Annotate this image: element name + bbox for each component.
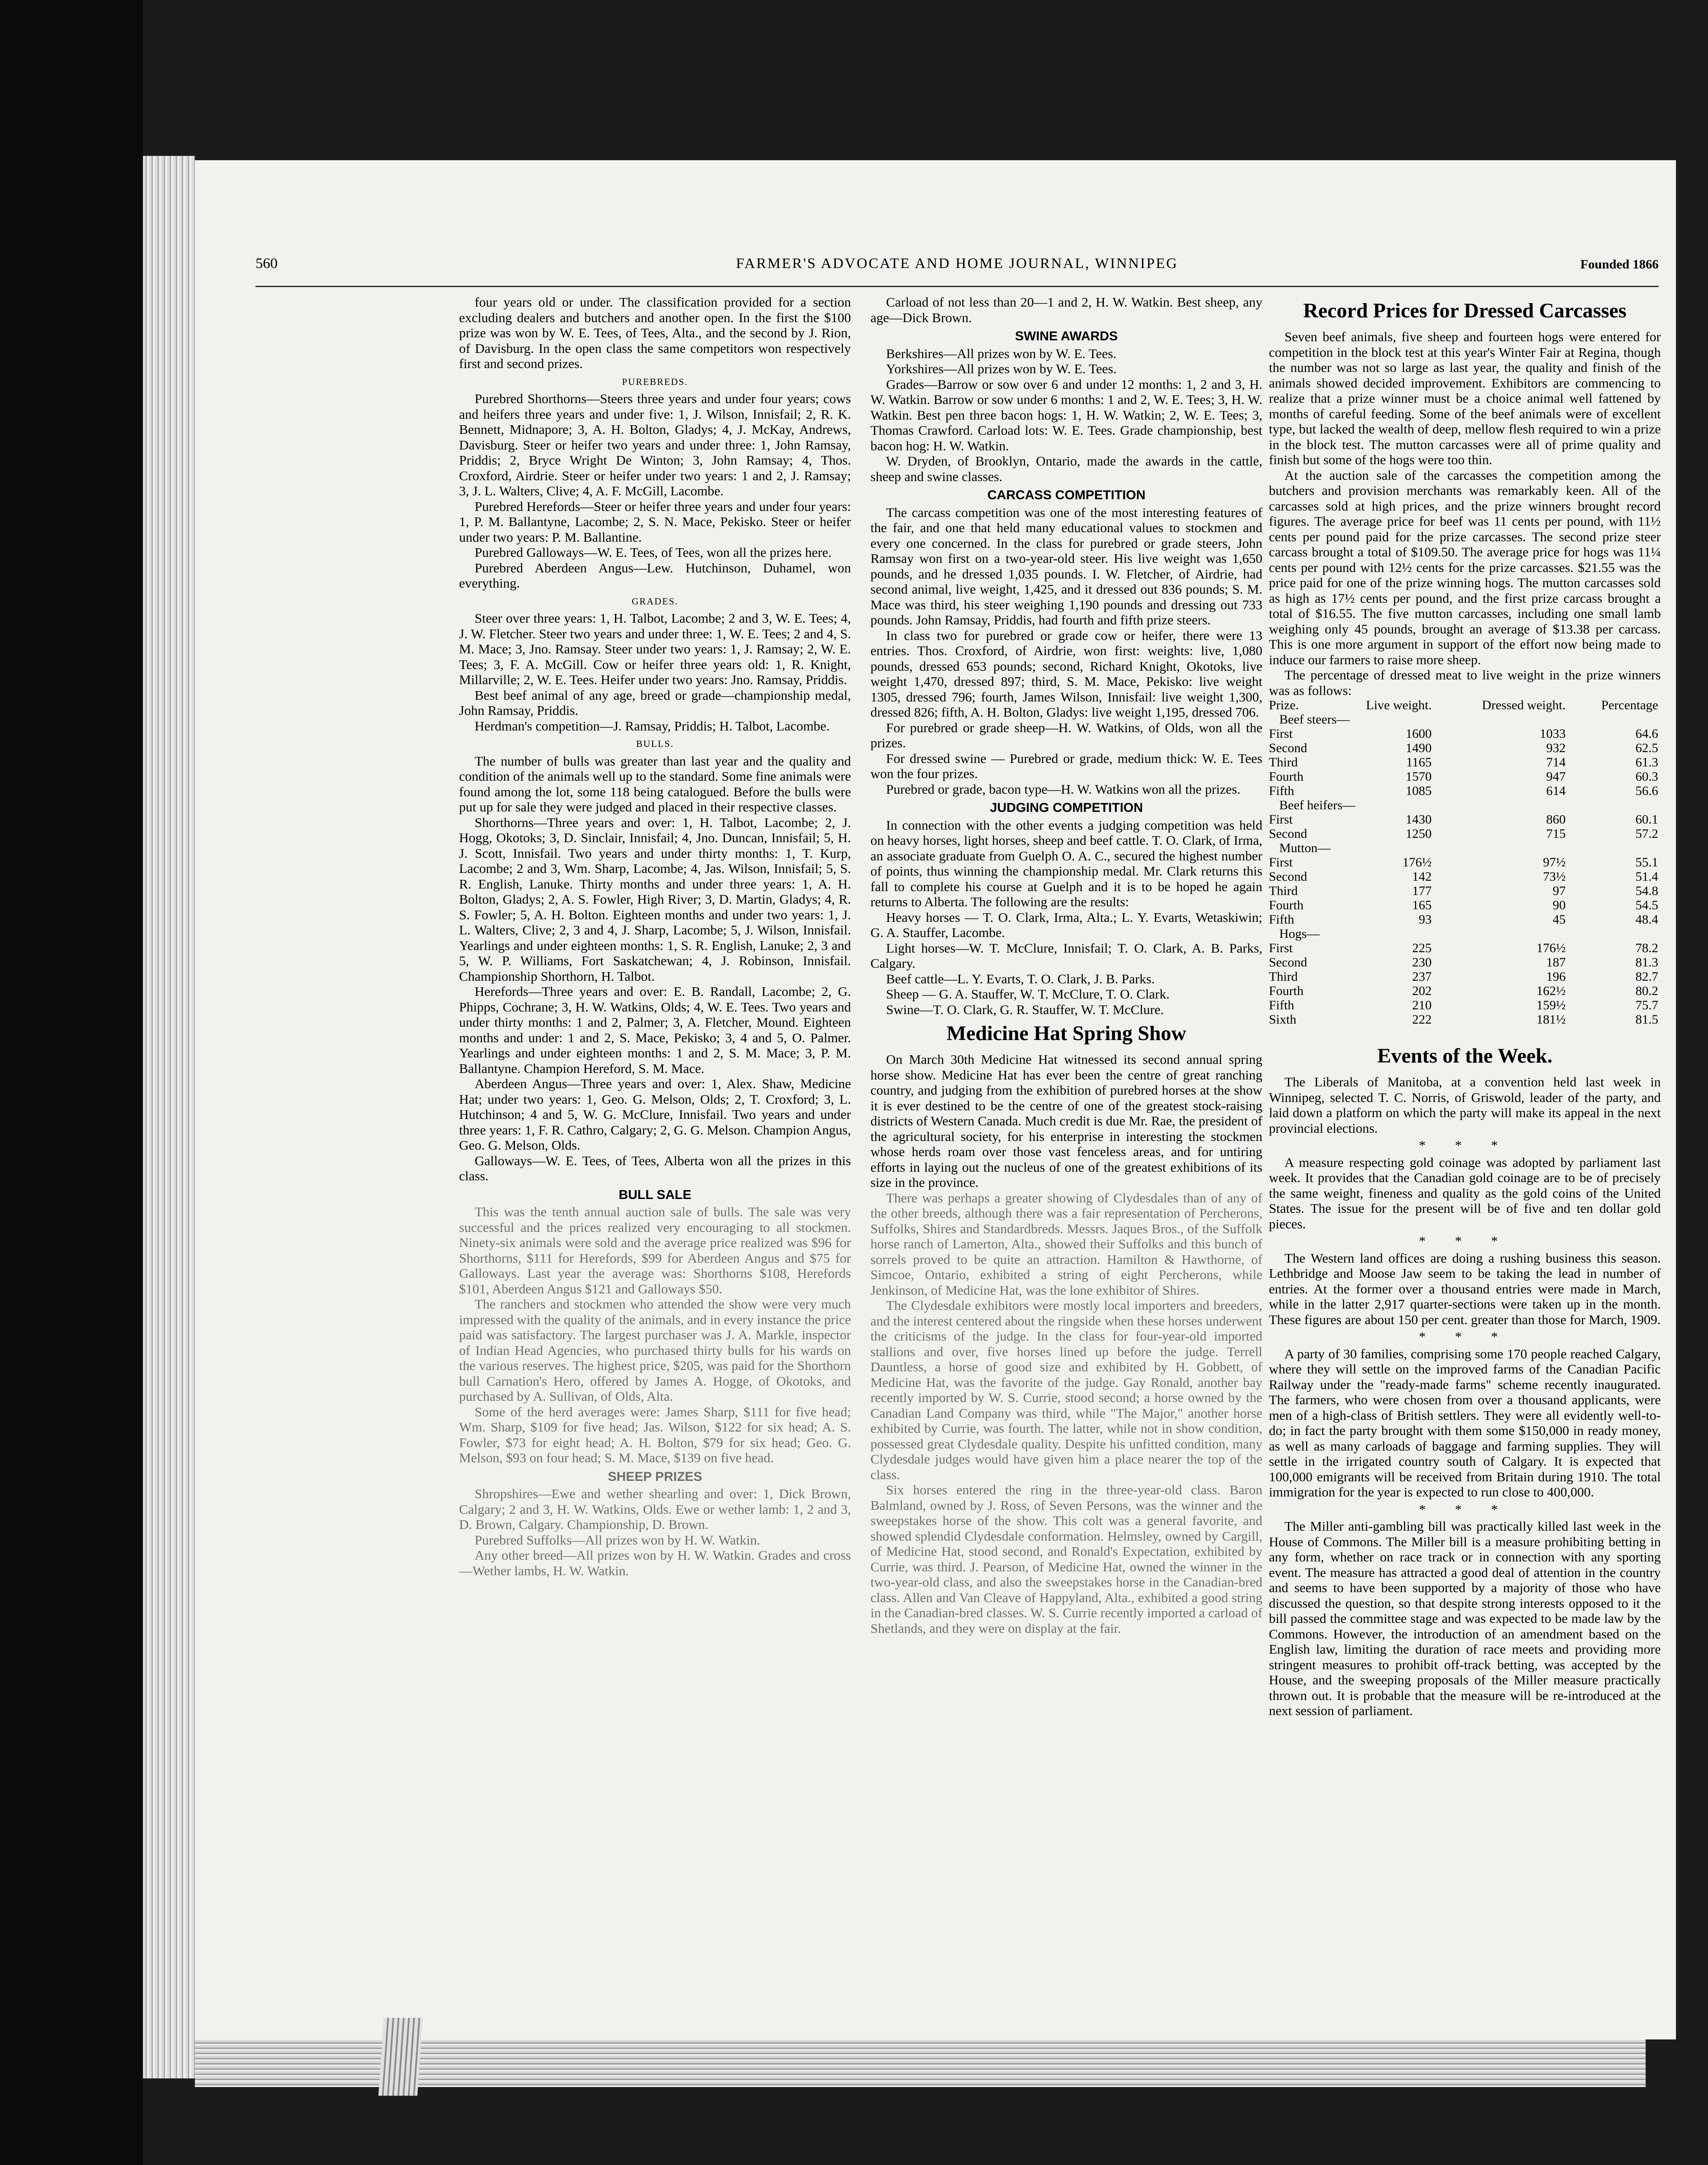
paragraph: The Liberals of Manitoba, at a convention held last week in Winnipeg, selected T. C. Norris, of Griswold, leader of the party, and laid down a platform on which the party will make its appeal in the next provincial elections.: [1269, 1074, 1661, 1136]
paragraph: At the auction sale of the carcasses the competition among the butchers and provision merchants was remarkably keen. All of the carcasses sold at high prices, and the prize winners brought record figures. The average price for beef was 11 cents per pound, with 11½ cents per pound paid for the prize carcasses. The second prize steer carcass brought a total of $109.50. The average price for hogs was 11¼ cents per pound with 12½ cents for the prize carcasses. $21.55 was the price paid for one of the prize winning hogs. The mutton carcasses sold as high as 17½ cents per pound, and the first prize carcass brought a total of $16.55. The five mutton carcasses, including one small lamb weighing only 45 pounds, brought an average of $13.38 per carcass. This is one more argument in support of the effort now being made to induce our farmers to raise more sheep.: [1269, 467, 1661, 667]
table-cell: 60.1: [1635, 812, 1658, 827]
paragraph: The percentage of dressed meat to live weight in the prize winners was as follows:: [1269, 667, 1661, 698]
table-cell: First: [1269, 727, 1293, 741]
table-row: [1269, 812, 1661, 827]
table-header-row: [1269, 698, 1661, 712]
table-cell: Second: [1269, 741, 1307, 755]
paragraph: Purebred Aberdeen Angus—Lew. Hutchinson, Duhamel, won everything.: [459, 560, 851, 591]
table-row: [1269, 827, 1661, 841]
column-2: [870, 294, 1262, 1992]
table-row: [1269, 741, 1661, 755]
paragraph: Swine—T. O. Clark, G. R. Stauffer, W. T. McClure.: [886, 1002, 1164, 1017]
table-row: [1269, 869, 1661, 884]
table-cell: 947: [1546, 769, 1566, 784]
paragraph: Galloways—W. E. Tees, of Tees, Alberta won all the prizes in this class.: [459, 1153, 851, 1183]
table-group-row: [1269, 712, 1661, 727]
table-cell: 1570: [1405, 769, 1432, 784]
table-cell: 162½: [1536, 984, 1566, 998]
table-cell: Third: [1269, 969, 1298, 984]
page-header: [256, 255, 1659, 281]
paragraph: Heavy horses — T. O. Clark, Irma, Alta.; L. Y. Evarts, Wetaskiwin; G. A. Stauffer, Lacombe.: [870, 909, 1262, 940]
table-cell: 714: [1546, 755, 1566, 769]
section-heading: CARCASS COMPETITION: [987, 488, 1145, 502]
founded-note: Founded 1866: [1580, 257, 1659, 271]
table-cell: 45: [1553, 912, 1566, 927]
table-cell: Fourth: [1269, 984, 1304, 998]
paragraph: This was the tenth annual auction sale of bulls. The sale was very successful and the prices realized very encouraging to all stockmen. Ninety-six animals were sold and the average price realized was $96 for Shorthorns, $111 for Herefords, $99 for Aberdeen Angus and $75 for Galloways. Last year the average was: Shorthorns $108, Herefords $101, Aberdeen Angus $121 and Galloways $50.: [459, 1204, 851, 1296]
table-cell: 196: [1546, 969, 1566, 984]
table-cell: 181½: [1536, 1012, 1566, 1027]
table-cell: 230: [1412, 955, 1432, 969]
section-label: GRADES.: [631, 595, 679, 607]
section-heading: SWINE AWARDS: [1015, 329, 1118, 343]
paragraph: Yorkshires—All prizes won by W. E. Tees.: [886, 361, 1117, 376]
paragraph: Seven beef animals, five sheep and fourteen hogs were entered for competition in the block test at this year's Winter Fair at Regina, though the number was not so large as last year, the quality and finish of the animals showed decided improvement. Exhibitors are commencing to realize that a prize winner must be a choice animal well fattened by months of careful feeding. Some of the beef animals were of excellent type, but lacked the wealth of deep, mellow flesh required to win a prize in the block test. The mutton carcasses were all of prime quality and finish but some of the hogs were too thin.: [1269, 329, 1661, 467]
paragraph: Shorthorns—Three years and over: 1, H. Talbot, Lacombe; 2, J. Hogg, Okotoks; 3, D. Sinclair, Innisfail; 4, Jno. Duncan, Innisfail; 5, H. J. Scott, Innisfail. Two years and under thirty months: 1, T. Kurp, Lacombe; 2 and 3, Wm. Sharp, Lacombe; 4, Jas. Wilson, Innisfail; 5, S. R. English, Lanuke. Thirty months and under three years: 1, A. H. Bolton, Gladys; 2, A. S. Fowler, High River; 3, D. Martin, Gladys; 4, R. S. Fowler; 5, A. H. Bolton. Eighteen months and under two years: 1, J. L. Walters, Clive; 2, 3 and 4, J. Sharp, Lacombe; 5, J. Wilson, Innisfail. Yearlings and under eighteen months: 1, S. R. English, Lanuke; 2, 3 and 5, W. P. Williams, Fort Saskatchewan; 4, J. Robinson, Innisfail. Championship Shorthorn, H. Talbot.: [459, 814, 851, 984]
table-cell: 81.5: [1635, 1012, 1658, 1027]
paragraph: The carcass competition was one of the most interesting features of the fair, and one that held many educational values to stockmen and every one concerned. In the class for purebred or grade steers, John Ramsay won first on a two-year-old steer. His live weight was 1,650 pounds, and he dressed 1,035 pounds. I. W. Fletcher, of Airdrie, had second animal, live weight, 1,425, and it dressed out 836 pounds; S. M. Mace was third, his steer weighing 1,190 pounds and dressing out 733 pounds. John Ramsay, Priddis, had fourth and fifth prize steers.: [870, 504, 1262, 627]
table-cell: Sixth: [1269, 1012, 1297, 1027]
article-heading: Events of the Week.: [1377, 1044, 1553, 1067]
table-cell: 55.1: [1635, 855, 1658, 869]
paragraph: For purebred or grade sheep—H. W. Watkins, of Olds, won all the prizes.: [870, 720, 1262, 750]
table-cell: 165: [1412, 898, 1432, 912]
table-cell: First: [1269, 941, 1293, 955]
column-header: Dressed weight.: [1482, 698, 1566, 712]
table-cell: 75.7: [1635, 998, 1658, 1012]
table-row: [1269, 855, 1661, 869]
paragraph: Six horses entered the ring in the three-year-old class. Baron Balmland, owned by J. Ross, of Seven Persons, was the winner and the sweepstakes horse of the show. This colt was a general favorite, and showed splendid Clydesdale conformation. Helmsley, owned by Cargill, of Medicine Hat, stood second, and Ronald's Expectation, exhibited by Currie, was third. J. Pearson, of Medicine Hat, owned the winner in the two-year-old class, and also the sweepstakes horse in the Canadian-bred class. Allen and Van Cleave of Happyland, Alta., exhibited a good string in the Canadian-bred classes. W. S. Currie recently imported a carload of Shetlands, and they were on display at the fair.: [870, 1482, 1262, 1636]
table-row: [1269, 955, 1661, 969]
paragraph: Purebred Galloways—W. E. Tees, of Tees, won all the prizes here.: [475, 545, 832, 560]
page-number: 560: [256, 255, 278, 271]
paragraph: Beef cattle—L. Y. Evarts, T. O. Clark, J. B. Parks.: [886, 971, 1155, 986]
table-row: [1269, 969, 1661, 984]
paragraph: Some of the herd averages were: James Sharp, $111 for five head; Wm. Sharp, $109 for five head; Jas. Wilson, $122 for six head; A. S. Fowler, $73 for eight head; A. H. Bolton, $79 for six head; Geo. G. Melson, $93 on four head; S. M. Mace, $139 on five head.: [459, 1404, 851, 1465]
table-row: [1269, 912, 1661, 927]
table-cell: 56.6: [1635, 784, 1658, 798]
paragraph: Steer over three years: 1, H. Talbot, Lacombe; 2 and 3, W. E. Tees; 4, J. W. Fletcher. Steer two years and under three: 1, W. E. Tees; 2 and 4, S. M. Mace; 3, Jno. Ramsay. Steer under two years: 1, J. Ramsay; 2, W. E. Tees; 3, F. A. McGill. Cow or heifer three years old: 1, R. Knight, Millarville; 2, W. E. Tees. Heifer under two years: Jno. Ramsay, Priddis.: [459, 611, 851, 687]
column-header: Prize.: [1269, 698, 1299, 712]
table-cell: 1250: [1405, 827, 1432, 841]
paragraph: On March 30th Medicine Hat witnessed its second annual spring horse show. Medicine Hat has ever been the centre of great ranching country, and judging from the exhibition of purebred horses at the show it is ever destined to be the centre of one of the greatest stock-raising districts of Western Canada. Much credit is due Mr. Rae, the president of the agricultural society, for his enterprise in interesting the stockmen whose herds roam over those vast fenceless areas, and for untiring efforts in laying out the nucleus of one of the greatest exhibitions of its size in the province.: [870, 1052, 1262, 1190]
table-cell: 1085: [1405, 784, 1432, 798]
table-cell: 54.8: [1635, 884, 1658, 898]
table-cell: Second: [1269, 955, 1307, 969]
table-row: [1269, 898, 1661, 912]
paragraph: Light horses—W. T. McClure, Innisfail; T. O. Clark, A. B. Parks, Calgary.: [870, 940, 1262, 971]
column-header: Live weight.: [1366, 698, 1432, 712]
bookmark-tab: [378, 2018, 423, 2096]
section-label: BULLS.: [636, 738, 674, 749]
paragraph: A party of 30 families, comprising some 170 people reached Calgary, where they will settle on the improved farms of the Canadian Pacific Railway under the "ready-made farms" scheme recently inaugurated. The farmers, who were chosen from over a thousand applicants, were men of a high-class of British settlers. They were all evidently well-to-do; in fact the party brought with them some $150,000 in ready money, as well as many carloads of baggage and farming supplies. They will settle in the irrigated country south of Calgary. It is expected that 100,000 emigrants will be received from Britain during 1910. The total immigration for the year is expected to run close to 400,000.: [1269, 1346, 1661, 1499]
table-cell: 614: [1546, 784, 1566, 798]
section-label: PUREBREDS.: [622, 376, 688, 387]
table-cell: 202: [1412, 984, 1432, 998]
paragraph: Shropshires—Ewe and wether shearling and over: 1, Dick Brown, Calgary; 2 and 3, H. W. Watkins, Olds. Ewe or wether lamb: 1, 2 and 3, D. Brown, Calgary. Championship, D. Brown.: [459, 1486, 851, 1532]
table-cell: Second: [1269, 827, 1307, 841]
paragraph: In connection with the other events a judging competition was held on heavy horses, light horses, sheep and beef cattle. T. O. Clark, of Irma, an associate graduate from Guelph O. A. C., secured the highest number of points, thus winning the championship medal. Mr. Clark returns this fall to complete his course at Guelph and it is to be hoped he again returns to Alberta. The following are the results:: [870, 817, 1262, 909]
table-row: [1269, 769, 1661, 784]
table-row: [1269, 984, 1661, 998]
table-cell: Third: [1269, 755, 1298, 769]
paragraph: Grades—Barrow or sow over 6 and under 12 months: 1, 2 and 3, H. W. Watkin. Barrow or sow under 6 months: 1 and 2, W. E. Tees; 3, H. W. Watkin. Best pen three bacon hogs: 1, H. W. Watkin; 2, W. E. Tees; 3, Thomas Crawford. Carload lots: W. E. Tees. Grade championship, best bacon hog: H. W. Watkin.: [870, 376, 1262, 453]
table-cell: First: [1269, 812, 1293, 827]
table-cell: 159½: [1536, 998, 1566, 1012]
table-row: [1269, 998, 1661, 1012]
column-1: [459, 294, 851, 2000]
group-label: Beef steers—: [1279, 712, 1350, 727]
group-label: Mutton—: [1279, 841, 1331, 855]
paragraph: Any other breed—All prizes won by H. W. Watkin. Grades and cross—Wether lambs, H. W. Watkin.: [459, 1548, 851, 1578]
table-cell: 51.4: [1635, 869, 1658, 884]
table-cell: 187: [1546, 955, 1566, 969]
table-cell: 715: [1546, 827, 1566, 841]
journal-title: FARMER'S ADVOCATE AND HOME JOURNAL, WINNIPEG: [736, 255, 1178, 271]
separator-stars: * * *: [1419, 1329, 1511, 1344]
paragraph: In class two for purebred or grade cow or heifer, there were 13 entries. Thos. Croxford, of Airdrie, won first: weights: live, 1,080 pounds, dressed 653 pounds; second, Richard Knight, Okotoks, live weight 1,470, dressed 897; third, S. M. Mace, Pekisko: live weight 1305, dressed 796; fourth, James Wilson, Innisfail: live weight 1,300, dressed 826; fifth, A. H. Bolton, Gladys: live weight 1,195, dressed 706.: [870, 627, 1262, 720]
column-header: Percentage: [1601, 698, 1658, 712]
table-cell: Second: [1269, 869, 1307, 884]
table-group-row: [1269, 841, 1661, 855]
paragraph: Berkshires—All prizes won by W. E. Tees.: [886, 346, 1116, 361]
table-cell: Fifth: [1269, 998, 1294, 1012]
article-heading: Record Prices for Dressed Carcasses: [1303, 299, 1627, 322]
paragraph: Herefords—Three years and over: E. B. Randall, Lacombe; 2, G. Phipps, Cochrane; 3, H. W. Watkins, Olds; 4, W. E. Tees. Two years and under thirty months: 1 and 2, Palmer; 3, A. Fletcher, Mound. Eighteen months and under: 1 and 2, S. Mace, Pekisko; 3, 4 and 5, O. Palmer. Yearlings and under eighteen months: 1 and 2, S. M. Mace; 3, P. M. Ballantyne. Champion Hereford, S. M. Mace.: [459, 984, 851, 1076]
article-heading: Medicine Hat Spring Show: [946, 1022, 1187, 1045]
table-cell: 81.3: [1635, 955, 1658, 969]
book-page-edges: [143, 156, 195, 2078]
paragraph: Aberdeen Angus—Three years and over: 1, Alex. Shaw, Medicine Hat; under two years: 1, Geo. G. Melson, Olds; 2, T. Croxford; 3, L. Hutchinson; 4 and 5, W. G. McClure, Innisfail. Two years and under three years: 1, F. R. Cathro, Calgary; 2, G. G. Melson. Champion Angus, Geo. G. Melson, Olds.: [459, 1076, 851, 1153]
table-cell: 210: [1412, 998, 1432, 1012]
group-label: Beef heifers—: [1279, 798, 1355, 812]
paragraph: For dressed swine — Purebred or grade, medium thick: W. E. Tees won the four prizes.: [870, 750, 1262, 781]
table-cell: 1490: [1405, 741, 1432, 755]
table-cell: 1033: [1540, 727, 1566, 741]
table-cell: 78.2: [1635, 941, 1658, 955]
table-cell: Fifth: [1269, 784, 1294, 798]
separator-stars: * * *: [1419, 1137, 1511, 1153]
table-cell: 57.2: [1635, 827, 1658, 841]
table-cell: 176½: [1536, 941, 1566, 955]
table-cell: First: [1269, 855, 1293, 869]
scan-background: [0, 0, 143, 2165]
table-cell: 90: [1553, 898, 1566, 912]
table-row: [1269, 727, 1661, 741]
table-cell: 176½: [1402, 855, 1432, 869]
paragraph: There was perhaps a greater showing of Clydesdales than of any of the other breeds, although there was a fair representation of Percherons, Suffolks, Shires and Standardbreds. Messrs. Jaques Bros., of the Suffolk horse ranch of Lamerton, Alta., showed their Suffolks and this bunch of sorrels proved to be quite an attraction. Hamilton & Hawthorne, of Simcoe, Ontario, exhibited a string of eight Percherons, while Jenkinson, of Medicine Hat, was the lone exhibitor of Shires.: [870, 1190, 1262, 1298]
table-row: [1269, 941, 1661, 955]
group-label: Hogs—: [1279, 927, 1320, 941]
paragraph: Herdman's competition—J. Ramsay, Priddis; H. Talbot, Lacombe.: [475, 718, 830, 734]
header-rule: [256, 286, 1659, 287]
table-cell: 97: [1553, 884, 1566, 898]
column-3: [1269, 294, 1661, 1996]
table-group-row: [1269, 798, 1661, 812]
table-cell: 142: [1412, 869, 1432, 884]
table-cell: 932: [1546, 741, 1566, 755]
table-cell: 80.2: [1635, 984, 1658, 998]
paragraph: The number of bulls was greater than last year and the quality and condition of the animals well up to the standard. Some fine animals were found among the lot, some 118 being catalogued. Before the bulls were put up for sale they were judged and placed in their respective classes.: [459, 753, 851, 814]
table-cell: 237: [1412, 969, 1432, 984]
paragraph: Purebred Suffolks—All prizes won by H. W. Watkin.: [475, 1532, 760, 1548]
table-cell: 97½: [1543, 855, 1566, 869]
paragraph: Best beef animal of any age, breed or grade—championship medal, John Ramsay, Priddis.: [459, 687, 851, 718]
table-cell: 1600: [1405, 727, 1432, 741]
table-cell: 62.5: [1635, 741, 1658, 755]
table-cell: 61.3: [1635, 755, 1658, 769]
table-cell: 1430: [1405, 812, 1432, 827]
section-heading: JUDGING COMPETITION: [990, 801, 1143, 815]
paragraph: Purebred Herefords—Steer or heifer three years and under four years: 1, P. M. Ballantyne, Lacombe; 2, S. N. Mace, Pekisko. Steer or heifer under two years: P. M. Ballantine.: [459, 498, 851, 545]
table-cell: 48.4: [1635, 912, 1658, 927]
paragraph: Purebred Shorthorns—Steers three years and under four years; cows and heifers three years and under five: 1, J. Wilson, Innisfail; 2, R. K. Bennett, Midnapore; 3, A. H. Bolton, Gladys; 4, J. McKay, Andrews, Davisburg. Steer or heifer two years and under three: 1, John Ramsay, Priddis; 2, Bryce Wright De Winton; 3, John Ramsay; 4, Thos. Croxford, Airdrie. Steer or heifer under two years: 1 and 2, J. Ramsay; 3, J. L. Walters, Clive; 4, A. F. McGill, Lacombe.: [459, 391, 851, 498]
table-group-row: [1269, 927, 1661, 941]
section-heading: BULL SALE: [618, 1187, 692, 1202]
paragraph: Sheep — G. A. Stauffer, W. T. McClure, T. O. Clark.: [886, 986, 1170, 1002]
paragraph: The Clydesdale exhibitors were mostly local importers and breeders, and the interest centered about the ringside when these horses underwent the criticisms of the judge. In the class for four-year-old imported stallions and over, five horses lined up before the judge. Terrell Dauntless, a horse of good size and exhibited by H. Gobbett, of Medicine Hat, was the favorite of the judge. Gay Ronald, another bay recently imported by W. S. Currie, stood second; a horse owned by the Canadian Land Company was third, while "The Major," another horse exhibited by Currie, was fourth. The latter, while not in show condition, possessed great Clydesdale quality. Despite his unfitted condition, many Clydesdale judges would have given him a place nearer the top of the class.: [870, 1298, 1262, 1482]
table-cell: 60.3: [1635, 769, 1658, 784]
table-cell: Fourth: [1269, 898, 1304, 912]
paragraph: The ranchers and stockmen who attended the show were very much impressed with the quality of the animals, and in every instance the price paid was satisfactory. The largest purchaser was J. A. Markle, inspector of Indian Head Agencies, who purchased thirty bulls for his wards on the various reserves. The highest price, $205, was paid for the Shorthorn bull Carnation's Hero, offered by James A. Hogge, of Okotoks, and purchased by A. Sullivan, of Olds, Alta.: [459, 1296, 851, 1404]
table-row: [1269, 884, 1661, 898]
table-cell: 93: [1418, 912, 1432, 927]
table-cell: 222: [1412, 1012, 1432, 1027]
table-cell: Third: [1269, 884, 1298, 898]
table-cell: 82.7: [1635, 969, 1658, 984]
table-cell: 54.5: [1635, 898, 1658, 912]
table-row: [1269, 1012, 1661, 1027]
paragraph: The Miller anti-gambling bill was practically killed last week in the House of Commons. The Miller bill is a measure prohibiting betting in any form, whether on race track or in connection with any sporting event. The measure has attracted a good deal of attention in the country and seems to have been supported by a majority of those who have discussed the question, so that despite strong interests opposed to it the bill passed the committee stage and was expected to be made law by the Commons. However, the introduction of an amendment based on the English law, limiting the duration of race meets and providing more stringent measures to prohibit off-track betting, was accepted by the House, and the sweeping proposals of the Miller measure practically thrown out. It is probable that the measure will be re-introduced at the next session of parliament.: [1269, 1519, 1661, 1718]
percentage-table: [1269, 698, 1661, 1027]
paragraph: W. Dryden, of Brooklyn, Ontario, made the awards in the cattle, sheep and swine classes.: [870, 453, 1262, 484]
table-cell: Fourth: [1269, 769, 1304, 784]
paragraph: Carload of not less than 20—1 and 2, H. W. Watkin. Best sheep, any age—Dick Brown.: [870, 294, 1262, 325]
separator-stars: * * *: [1419, 1233, 1511, 1248]
table-cell: 177: [1412, 884, 1432, 898]
table-cell: 225: [1412, 941, 1432, 955]
table-cell: Fifth: [1269, 912, 1294, 927]
table-row: [1269, 755, 1661, 769]
paragraph: four years old or under. The classification provided for a section excluding dealers and butchers and another open. In the first the $100 prize was won by W. E. Tees, of Tees, Alta., and the second by J. Rion, of Davisburg. In the open class the same competitors won respectively first and second prizes.: [459, 294, 851, 371]
paragraph: Purebred or grade, bacon type—H. W. Watkins won all the prizes.: [886, 781, 1241, 797]
table-row: [1269, 784, 1661, 798]
paragraph: The Western land offices are doing a rushing business this season. Lethbridge and Moose Jaw seem to be taking the lead in number of entries. At the former over a thousand entries were made in March, while in the latter 2,917 quarter-sections were taken up in the month. These figures are about 150 per cent. greater than those for March, 1909.: [1269, 1250, 1661, 1327]
table-cell: 1165: [1406, 755, 1432, 769]
section-heading: SHEEP PRIZES: [608, 1469, 702, 1484]
paragraph: A measure respecting gold coinage was adopted by parliament last week. It provides that the Canadian gold coinage are to be of precisely the same weight, fineness and quality as the gold coins of the United States. The issue for the present will be of five and ten dollar gold pieces.: [1269, 1154, 1661, 1231]
separator-stars: * * *: [1419, 1501, 1511, 1517]
table-cell: 64.6: [1635, 727, 1658, 741]
table-cell: 73½: [1543, 869, 1566, 884]
table-cell: 860: [1546, 812, 1566, 827]
